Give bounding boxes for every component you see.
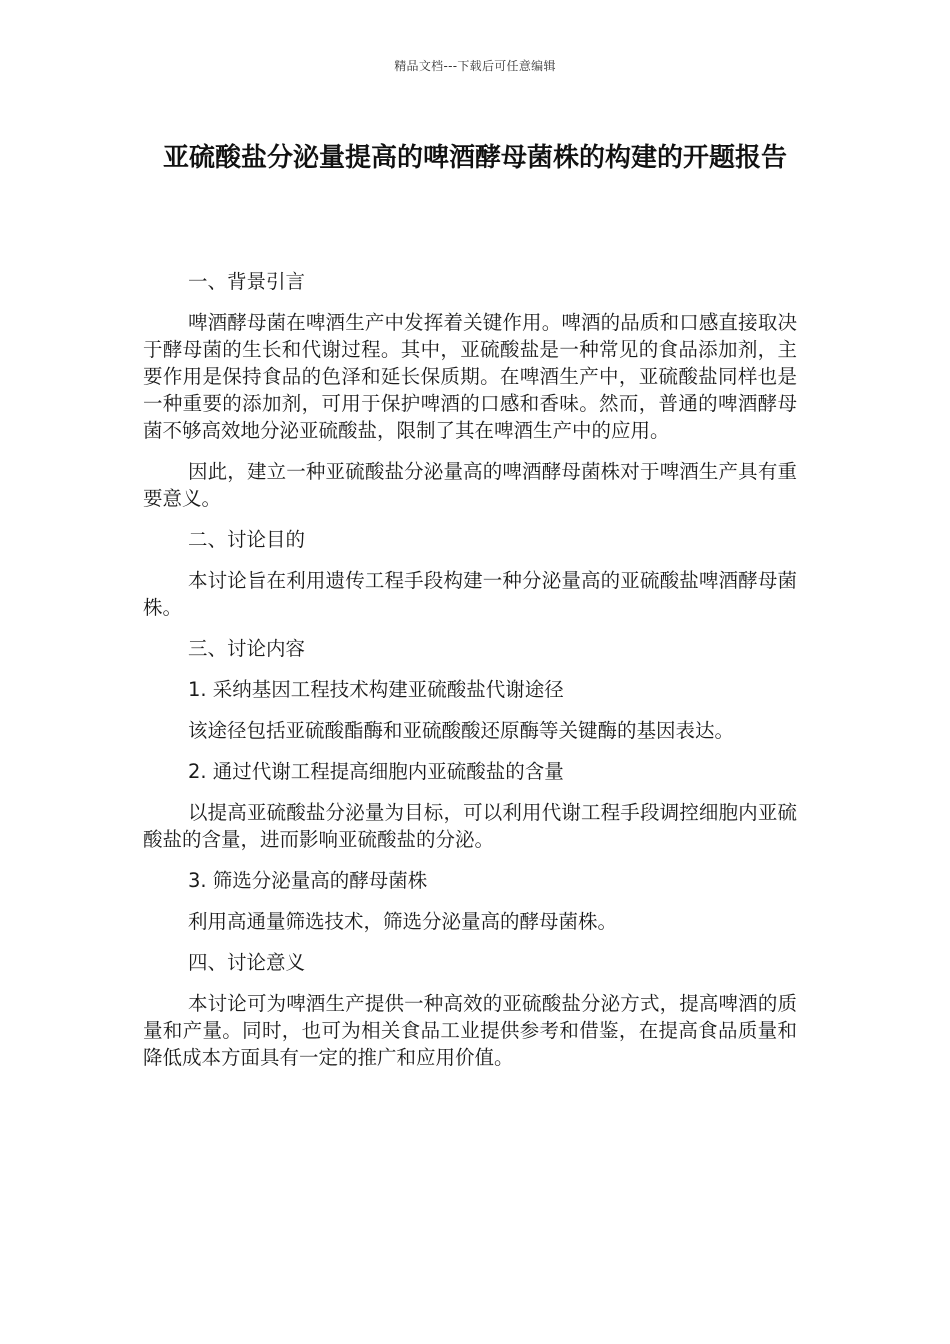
section-heading-significance: 四、讨论意义 (188, 951, 306, 974)
body-paragraph: 利用高通量筛选技术，筛选分泌量高的酵母菌株。 (188, 910, 618, 933)
body-paragraph: 本讨论旨在利用遗传工程手段构建一种分泌量高的亚硫酸盐啤酒酵母菌株。 (143, 569, 797, 619)
list-item-heading: 1. 采纳基因工程技术构建亚硫酸盐代谢途径 (188, 678, 564, 701)
body-paragraph: 以提高亚硫酸盐分泌量为目标，可以利用代谢工程手段调控细胞内亚硫酸盐的含量，进而影响亚硫酸盐的分泌。 (143, 801, 797, 851)
section-heading-content: 三、讨论内容 (188, 637, 306, 660)
section-heading-purpose: 二、讨论目的 (188, 528, 306, 551)
list-item-heading: 3. 筛选分泌量高的酵母菌株 (188, 869, 428, 892)
section-heading-background: 一、背景引言 (188, 270, 306, 293)
body-paragraph: 啤酒酵母菌在啤酒生产中发挥着关键作用。啤酒的品质和口感直接取决于酵母菌的生长和代谢过程。其中，亚硫酸盐是一种常见的食品添加剂，主要作用是保持食品的色泽和延长保质期。在啤酒生产中，亚硫酸盐同样也是一种重要的添加剂，可用于保护啤酒的口感和香味。然而，普通的啤酒酵母菌不够高效地分泌亚硫酸盐，限制了其在啤酒生产中的应用。 (143, 311, 797, 442)
list-item-heading: 2. 通过代谢工程提高细胞内亚硫酸盐的含量 (188, 760, 564, 783)
body-paragraph: 因此，建立一种亚硫酸盐分泌量高的啤酒酵母菌株对于啤酒生产具有重要意义。 (143, 460, 797, 510)
body-paragraph: 该途径包括亚硫酸酯酶和亚硫酸酸还原酶等关键酶的基因表达。 (188, 719, 735, 742)
header-note: 精品文档---下载后可任意编辑 (394, 59, 556, 73)
body-paragraph: 本讨论可为啤酒生产提供一种高效的亚硫酸盐分泌方式，提高啤酒的质量和产量。同时，也可为相关食品工业提供参考和借鉴，在提高食品质量和降低成本方面具有一定的推广和应用价值。 (143, 992, 797, 1069)
document-title: 亚硫酸盐分泌量提高的啤酒酵母菌株的构建的开题报告 (162, 143, 787, 173)
document-body (143, 268, 797, 1085)
